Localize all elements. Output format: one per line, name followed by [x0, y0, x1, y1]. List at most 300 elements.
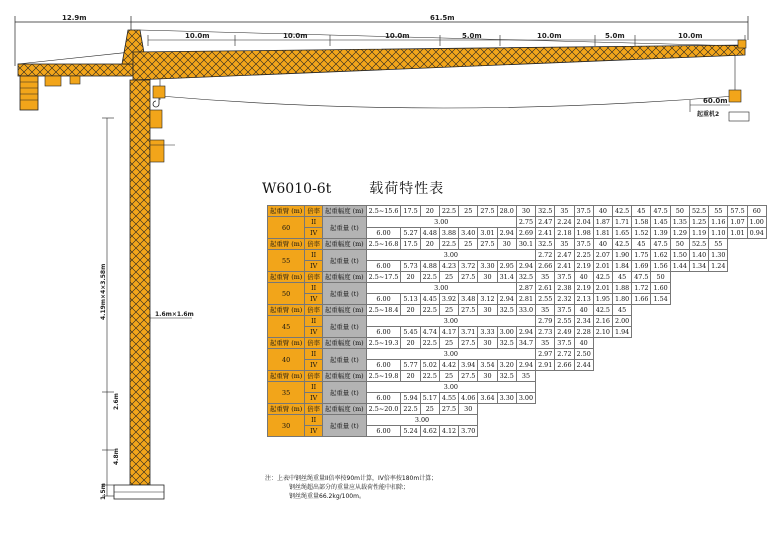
note-line: 钢丝绳超出部分的重量应从载荷性能中扣除；	[289, 484, 410, 491]
cell-empty	[728, 272, 747, 283]
cell-empty	[709, 327, 728, 338]
dim-jib-seg-2: 10.0m	[283, 32, 308, 40]
cell-load-iv: 6.00	[366, 360, 401, 371]
cell-load-iv: 6.00	[366, 393, 401, 404]
cell-radius: 2.5~19.8	[366, 371, 401, 382]
cell-radius: 45	[613, 272, 632, 283]
cell-radius: 27.5	[478, 239, 497, 250]
cell-load-iv: 3.54	[478, 360, 497, 371]
model-number: W6010-6t	[262, 181, 332, 197]
cell-radius: 35	[536, 272, 555, 283]
cell-load-ii-constant: 3.00	[366, 349, 535, 360]
cell-boom-length: 40	[268, 349, 305, 371]
cell-empty	[536, 393, 555, 404]
cell-empty	[670, 327, 689, 338]
cell-empty	[747, 250, 766, 261]
cell-load-iv: 5.02	[420, 360, 439, 371]
cell-load-ii: 2.97	[536, 349, 555, 360]
cell-empty	[728, 349, 747, 360]
cell-load-iv: 4.88	[420, 261, 439, 272]
cell-load-iv: 3.12	[478, 294, 497, 305]
cell-load-iv: 4.45	[420, 294, 439, 305]
cell-load-ii-constant: 3.00	[366, 382, 535, 393]
cell-radius: 17.5	[401, 239, 420, 250]
tower-mast	[130, 80, 175, 485]
cell-radius: 32.5	[497, 371, 516, 382]
cell-empty	[632, 338, 651, 349]
cell-empty	[555, 382, 574, 393]
cell-radius: 2.5~17.5	[366, 272, 401, 283]
dim-counter-jib: 12.9m	[62, 14, 87, 22]
cell-load-iv: 3.01	[478, 228, 497, 239]
cell-load-ii: 1.45	[651, 217, 670, 228]
cell-empty	[747, 371, 766, 382]
table-row-range	[268, 305, 767, 316]
cell-empty	[747, 239, 766, 250]
cell-radius: 37.5	[555, 272, 574, 283]
cell-radius: 55	[709, 239, 728, 250]
cell-rate-iv: IV	[305, 228, 323, 239]
cell-load-ii: 2.87	[516, 283, 535, 294]
table-row-rate-ii	[268, 250, 767, 261]
cell-radius: 50	[670, 206, 689, 217]
cell-radius: 25	[439, 272, 458, 283]
cell-rate-ii: II	[305, 250, 323, 261]
cell-rate-iv: IV	[305, 393, 323, 404]
cell-radius: 47.5	[651, 206, 670, 217]
cell-load-iv: 3.70	[459, 426, 478, 437]
cell-load-ii: 1.58	[632, 217, 651, 228]
table-notes	[265, 474, 437, 501]
cell-empty	[747, 415, 766, 426]
cell-empty	[516, 404, 535, 415]
cell-empty	[747, 338, 766, 349]
header-load-capacity: 起重量 (t)	[323, 283, 367, 305]
cell-load-iv: 4.42	[439, 360, 458, 371]
cell-radius: 60	[747, 206, 766, 217]
table-row-rate-ii	[268, 316, 767, 327]
cell-radius: 40	[593, 206, 612, 217]
cell-radius: 25	[459, 206, 478, 217]
cell-load-iv: 6.00	[366, 294, 401, 305]
header-working-radius: 起重幅度 (m)	[323, 305, 367, 316]
header-reeving-rate: 倍率	[305, 206, 323, 217]
header-load-capacity: 起重量 (t)	[323, 316, 367, 338]
table-row-range	[268, 371, 767, 382]
cell-load-iv: 1.52	[632, 228, 651, 239]
cell-empty	[613, 371, 632, 382]
cell-empty	[670, 294, 689, 305]
cell-load-iv: 3.00	[516, 393, 535, 404]
cell-radius: 32.5	[536, 239, 555, 250]
cell-load-iv: 5.13	[401, 294, 420, 305]
cell-load-ii: 2.50	[574, 349, 593, 360]
cell-radius: 25	[459, 239, 478, 250]
cell-empty	[651, 426, 670, 437]
cell-empty	[593, 349, 612, 360]
cell-empty	[670, 338, 689, 349]
cell-rate-iv: IV	[305, 426, 323, 437]
cell-empty	[613, 360, 632, 371]
cell-load-iv: 3.20	[497, 360, 516, 371]
cell-radius: 30	[478, 305, 497, 316]
cell-empty	[632, 360, 651, 371]
cell-empty	[689, 404, 708, 415]
cell-load-ii: 2.34	[574, 316, 593, 327]
cell-load-iv: 2.55	[536, 294, 555, 305]
jib	[133, 30, 746, 80]
cell-radius: 42.5	[613, 206, 632, 217]
header-load-capacity: 起重量 (t)	[323, 415, 367, 437]
cell-empty	[728, 338, 747, 349]
cell-empty	[478, 426, 497, 437]
cell-rate-iv: IV	[305, 360, 323, 371]
cell-empty	[497, 404, 516, 415]
cell-load-iv: 1.80	[613, 294, 632, 305]
cell-empty	[593, 415, 612, 426]
cell-radius: 50	[670, 239, 689, 250]
cell-radius: 40	[574, 272, 593, 283]
cell-load-iv: 3.40	[459, 228, 478, 239]
cell-radius: 28.0	[497, 206, 516, 217]
cell-load-iv: 1.54	[651, 294, 670, 305]
cell-empty	[593, 382, 612, 393]
cell-empty	[574, 415, 593, 426]
cell-load-ii: 1.72	[632, 283, 651, 294]
table-row-range	[268, 272, 767, 283]
cell-load-iv: 5.27	[401, 228, 420, 239]
cell-radius: 27.5	[459, 305, 478, 316]
cell-boom-length: 45	[268, 316, 305, 338]
dim-base-3: 1.5m	[100, 483, 107, 500]
cell-load-iv: 2.32	[555, 294, 574, 305]
cell-load-iv: 5.17	[420, 393, 439, 404]
cell-load-iv: 1.24	[709, 261, 728, 272]
cell-empty	[651, 305, 670, 316]
cell-radius: 22.5	[420, 371, 439, 382]
cell-radius: 35	[516, 371, 535, 382]
cell-load-iv: 5.77	[401, 360, 420, 371]
cell-load-iv: 3.71	[459, 327, 478, 338]
dim-section: 1.6m×1.6m	[155, 311, 194, 318]
cell-empty	[728, 250, 747, 261]
cell-empty	[555, 393, 574, 404]
cell-load-ii: 2.24	[555, 217, 574, 228]
cell-empty	[574, 393, 593, 404]
cell-radius: 20	[401, 338, 420, 349]
header-working-radius: 起重幅度 (m)	[323, 371, 367, 382]
header-reeving-rate: 倍率	[305, 338, 323, 349]
cell-radius: 42.5	[593, 272, 612, 283]
cell-empty	[651, 371, 670, 382]
cell-empty	[593, 393, 612, 404]
cell-boom-length: 50	[268, 283, 305, 305]
cell-load-iv: 2.81	[516, 294, 535, 305]
cell-empty	[670, 360, 689, 371]
cell-empty	[709, 393, 728, 404]
cell-empty	[478, 404, 497, 415]
cell-load-ii: 1.60	[651, 283, 670, 294]
cell-empty	[651, 360, 670, 371]
cell-load-ii: 2.16	[593, 316, 612, 327]
cell-load-iv: 2.69	[516, 228, 535, 239]
dim-base-1: 2.6m	[113, 393, 120, 410]
cell-empty	[632, 371, 651, 382]
cell-load-iv: 5.24	[401, 426, 420, 437]
cell-load-iv: 1.81	[593, 228, 612, 239]
cell-radius: 52.5	[689, 206, 708, 217]
cell-empty	[728, 426, 747, 437]
cell-empty	[747, 360, 766, 371]
cell-load-iv: 3.94	[459, 360, 478, 371]
cell-empty	[728, 283, 747, 294]
cell-empty	[574, 426, 593, 437]
cell-empty	[613, 415, 632, 426]
cell-rate-iv: IV	[305, 261, 323, 272]
cell-empty	[497, 415, 516, 426]
cell-empty	[670, 272, 689, 283]
cell-radius: 45	[632, 239, 651, 250]
cell-empty	[689, 426, 708, 437]
header-working-radius: 起重幅度 (m)	[323, 338, 367, 349]
cell-empty	[632, 393, 651, 404]
cell-empty	[670, 316, 689, 327]
cell-empty	[689, 327, 708, 338]
cell-empty	[632, 305, 651, 316]
cell-empty	[689, 316, 708, 327]
cell-load-iv: 2.49	[555, 327, 574, 338]
cell-empty	[593, 338, 612, 349]
cell-rate-ii: II	[305, 316, 323, 327]
cell-empty	[747, 294, 766, 305]
cell-empty	[728, 415, 747, 426]
cell-load-ii: 2.61	[536, 283, 555, 294]
cell-load-iv: 5.73	[401, 261, 420, 272]
cell-empty	[555, 426, 574, 437]
cell-empty	[613, 349, 632, 360]
cell-empty	[728, 393, 747, 404]
cell-load-ii: 1.71	[613, 217, 632, 228]
cell-load-iv: 4.74	[420, 327, 439, 338]
cell-load-ii: 2.47	[555, 250, 574, 261]
cell-empty	[689, 305, 708, 316]
cell-load-iv: 1.39	[651, 228, 670, 239]
cell-rate-ii: II	[305, 349, 323, 360]
cell-load-ii-constant: 3.00	[366, 415, 478, 426]
header-reeving-rate: 倍率	[305, 404, 323, 415]
cell-empty	[728, 294, 747, 305]
cell-load-ii: 2.00	[613, 316, 632, 327]
header-load-capacity: 起重量 (t)	[323, 382, 367, 404]
dim-jib-seg-4: 5.0m	[462, 32, 482, 40]
cell-radius: 50	[651, 272, 670, 283]
cell-load-ii: 2.01	[593, 283, 612, 294]
cell-empty	[709, 426, 728, 437]
cell-empty	[747, 393, 766, 404]
cell-load-iv: 2.10	[593, 327, 612, 338]
cell-empty	[574, 404, 593, 415]
cell-radius: 45	[613, 305, 632, 316]
cell-load-iv: 2.41	[536, 228, 555, 239]
cell-empty	[728, 371, 747, 382]
cell-radius: 47.5	[651, 239, 670, 250]
cell-load-iv: 1.01	[728, 228, 747, 239]
cell-empty	[747, 382, 766, 393]
cell-empty	[747, 261, 766, 272]
cell-load-ii-constant: 3.00	[366, 250, 535, 261]
cell-load-iv: 5.94	[401, 393, 420, 404]
header-boom-length: 起重臂 (m)	[268, 305, 305, 316]
header-boom-length: 起重臂 (m)	[268, 239, 305, 250]
cell-load-ii: 1.07	[728, 217, 747, 228]
cell-empty	[709, 272, 728, 283]
cell-empty	[709, 349, 728, 360]
cell-load-iv: 1.95	[593, 294, 612, 305]
dim-jib-seg-6: 5.0m	[605, 32, 625, 40]
cell-radius: 2.5~15.6	[366, 206, 401, 217]
cell-empty	[651, 316, 670, 327]
cell-radius: 35	[536, 305, 555, 316]
cell-boom-length: 35	[268, 382, 305, 404]
cell-load-iv: 2.66	[555, 360, 574, 371]
header-boom-length: 起重臂 (m)	[268, 206, 305, 217]
cell-load-iv: 1.66	[632, 294, 651, 305]
dim-jib-seg-1: 10.0m	[185, 32, 210, 40]
cell-rate-ii: II	[305, 283, 323, 294]
header-reeving-rate: 倍率	[305, 272, 323, 283]
cell-radius: 35	[555, 239, 574, 250]
cell-load-iv: 3.48	[459, 294, 478, 305]
cell-load-iv: 2.73	[536, 327, 555, 338]
cell-empty	[689, 349, 708, 360]
cell-empty	[728, 327, 747, 338]
counter-jib	[18, 52, 133, 110]
dim-jib-total: 61.5m	[430, 14, 455, 22]
cell-radius: 30	[516, 206, 535, 217]
cell-radius: 25	[439, 338, 458, 349]
cell-load-iv: 3.33	[478, 327, 497, 338]
cell-radius: 2.5~16.8	[366, 239, 401, 250]
cell-empty	[536, 382, 555, 393]
cell-radius: 30.1	[516, 239, 535, 250]
cell-radius: 45	[632, 206, 651, 217]
cell-load-iv: 4.06	[459, 393, 478, 404]
dim-jib-seg-3: 10.0m	[385, 32, 410, 40]
cell-load-iv: 3.64	[478, 393, 497, 404]
cell-load-iv: 2.41	[555, 261, 574, 272]
cell-empty	[709, 294, 728, 305]
cell-radius: 52.5	[689, 239, 708, 250]
cell-empty	[613, 338, 632, 349]
header-boom-length: 起重臂 (m)	[268, 338, 305, 349]
cell-load-ii: 2.79	[536, 316, 555, 327]
cell-empty	[536, 415, 555, 426]
cell-empty	[593, 371, 612, 382]
cell-rate-ii: II	[305, 382, 323, 393]
cell-load-iv: 1.29	[670, 228, 689, 239]
cell-load-ii: 1.40	[689, 250, 708, 261]
cell-radius: 22.5	[439, 239, 458, 250]
cell-radius: 31.4	[497, 272, 516, 283]
cell-radius: 42.5	[613, 239, 632, 250]
cell-load-iv: 4.62	[420, 426, 439, 437]
cell-radius: 27.5	[459, 272, 478, 283]
cell-empty	[689, 294, 708, 305]
cell-empty	[632, 316, 651, 327]
cell-empty	[670, 393, 689, 404]
cell-empty	[709, 360, 728, 371]
cell-empty	[651, 338, 670, 349]
cell-load-iv: 2.19	[574, 261, 593, 272]
cell-radius: 25	[420, 404, 439, 415]
cell-empty	[651, 349, 670, 360]
cell-empty	[651, 404, 670, 415]
cell-empty	[747, 316, 766, 327]
cell-empty	[670, 305, 689, 316]
cell-load-iv: 3.30	[497, 393, 516, 404]
cell-load-ii: 1.90	[613, 250, 632, 261]
table-row-range	[268, 404, 767, 415]
note-line: 钢丝绳重量66.2kg/100m。	[289, 493, 365, 500]
cell-load-ii-constant: 3.00	[366, 316, 535, 327]
cell-load-ii: 2.47	[536, 217, 555, 228]
cell-load-ii: 2.07	[593, 250, 612, 261]
cell-load-ii: 1.75	[632, 250, 651, 261]
dim-base-2: 4.8m	[113, 448, 120, 465]
cell-empty	[497, 426, 516, 437]
cell-radius: 40	[574, 305, 593, 316]
cell-empty	[613, 393, 632, 404]
cell-radius: 27.5	[459, 371, 478, 382]
dim-jib-seg-5: 10.0m	[537, 32, 562, 40]
cell-rate-ii: II	[305, 217, 323, 228]
cell-empty	[689, 338, 708, 349]
cell-empty	[651, 415, 670, 426]
cell-load-iv: 2.94	[516, 360, 535, 371]
cell-radius: 30	[478, 371, 497, 382]
cell-load-iv: 1.84	[613, 261, 632, 272]
load-chart-heading: 载荷特性表	[369, 181, 445, 197]
cell-load-ii: 2.04	[574, 217, 593, 228]
cell-load-iv: 1.69	[632, 261, 651, 272]
cell-empty	[728, 239, 747, 250]
cell-empty	[709, 316, 728, 327]
cell-empty	[747, 426, 766, 437]
cell-load-ii: 1.35	[670, 217, 689, 228]
cell-radius: 30	[497, 239, 516, 250]
cell-empty	[593, 360, 612, 371]
cell-empty	[632, 404, 651, 415]
cell-load-iv: 4.12	[439, 426, 458, 437]
cell-load-iv: 2.28	[574, 327, 593, 338]
cell-empty	[478, 415, 497, 426]
cell-load-iv: 2.94	[516, 327, 535, 338]
cell-empty	[747, 404, 766, 415]
cell-load-ii: 1.00	[747, 217, 766, 228]
cell-empty	[670, 404, 689, 415]
cell-boom-length: 30	[268, 415, 305, 437]
cell-empty	[574, 382, 593, 393]
header-load-capacity: 起重量 (t)	[323, 217, 367, 239]
header-working-radius: 起重幅度 (m)	[323, 239, 367, 250]
cell-load-ii: 2.55	[555, 316, 574, 327]
cell-empty	[709, 415, 728, 426]
cell-empty	[613, 404, 632, 415]
cell-radius: 37.5	[574, 239, 593, 250]
cell-radius: 22.5	[439, 206, 458, 217]
cell-radius: 35	[536, 338, 555, 349]
cell-load-iv: 2.44	[574, 360, 593, 371]
